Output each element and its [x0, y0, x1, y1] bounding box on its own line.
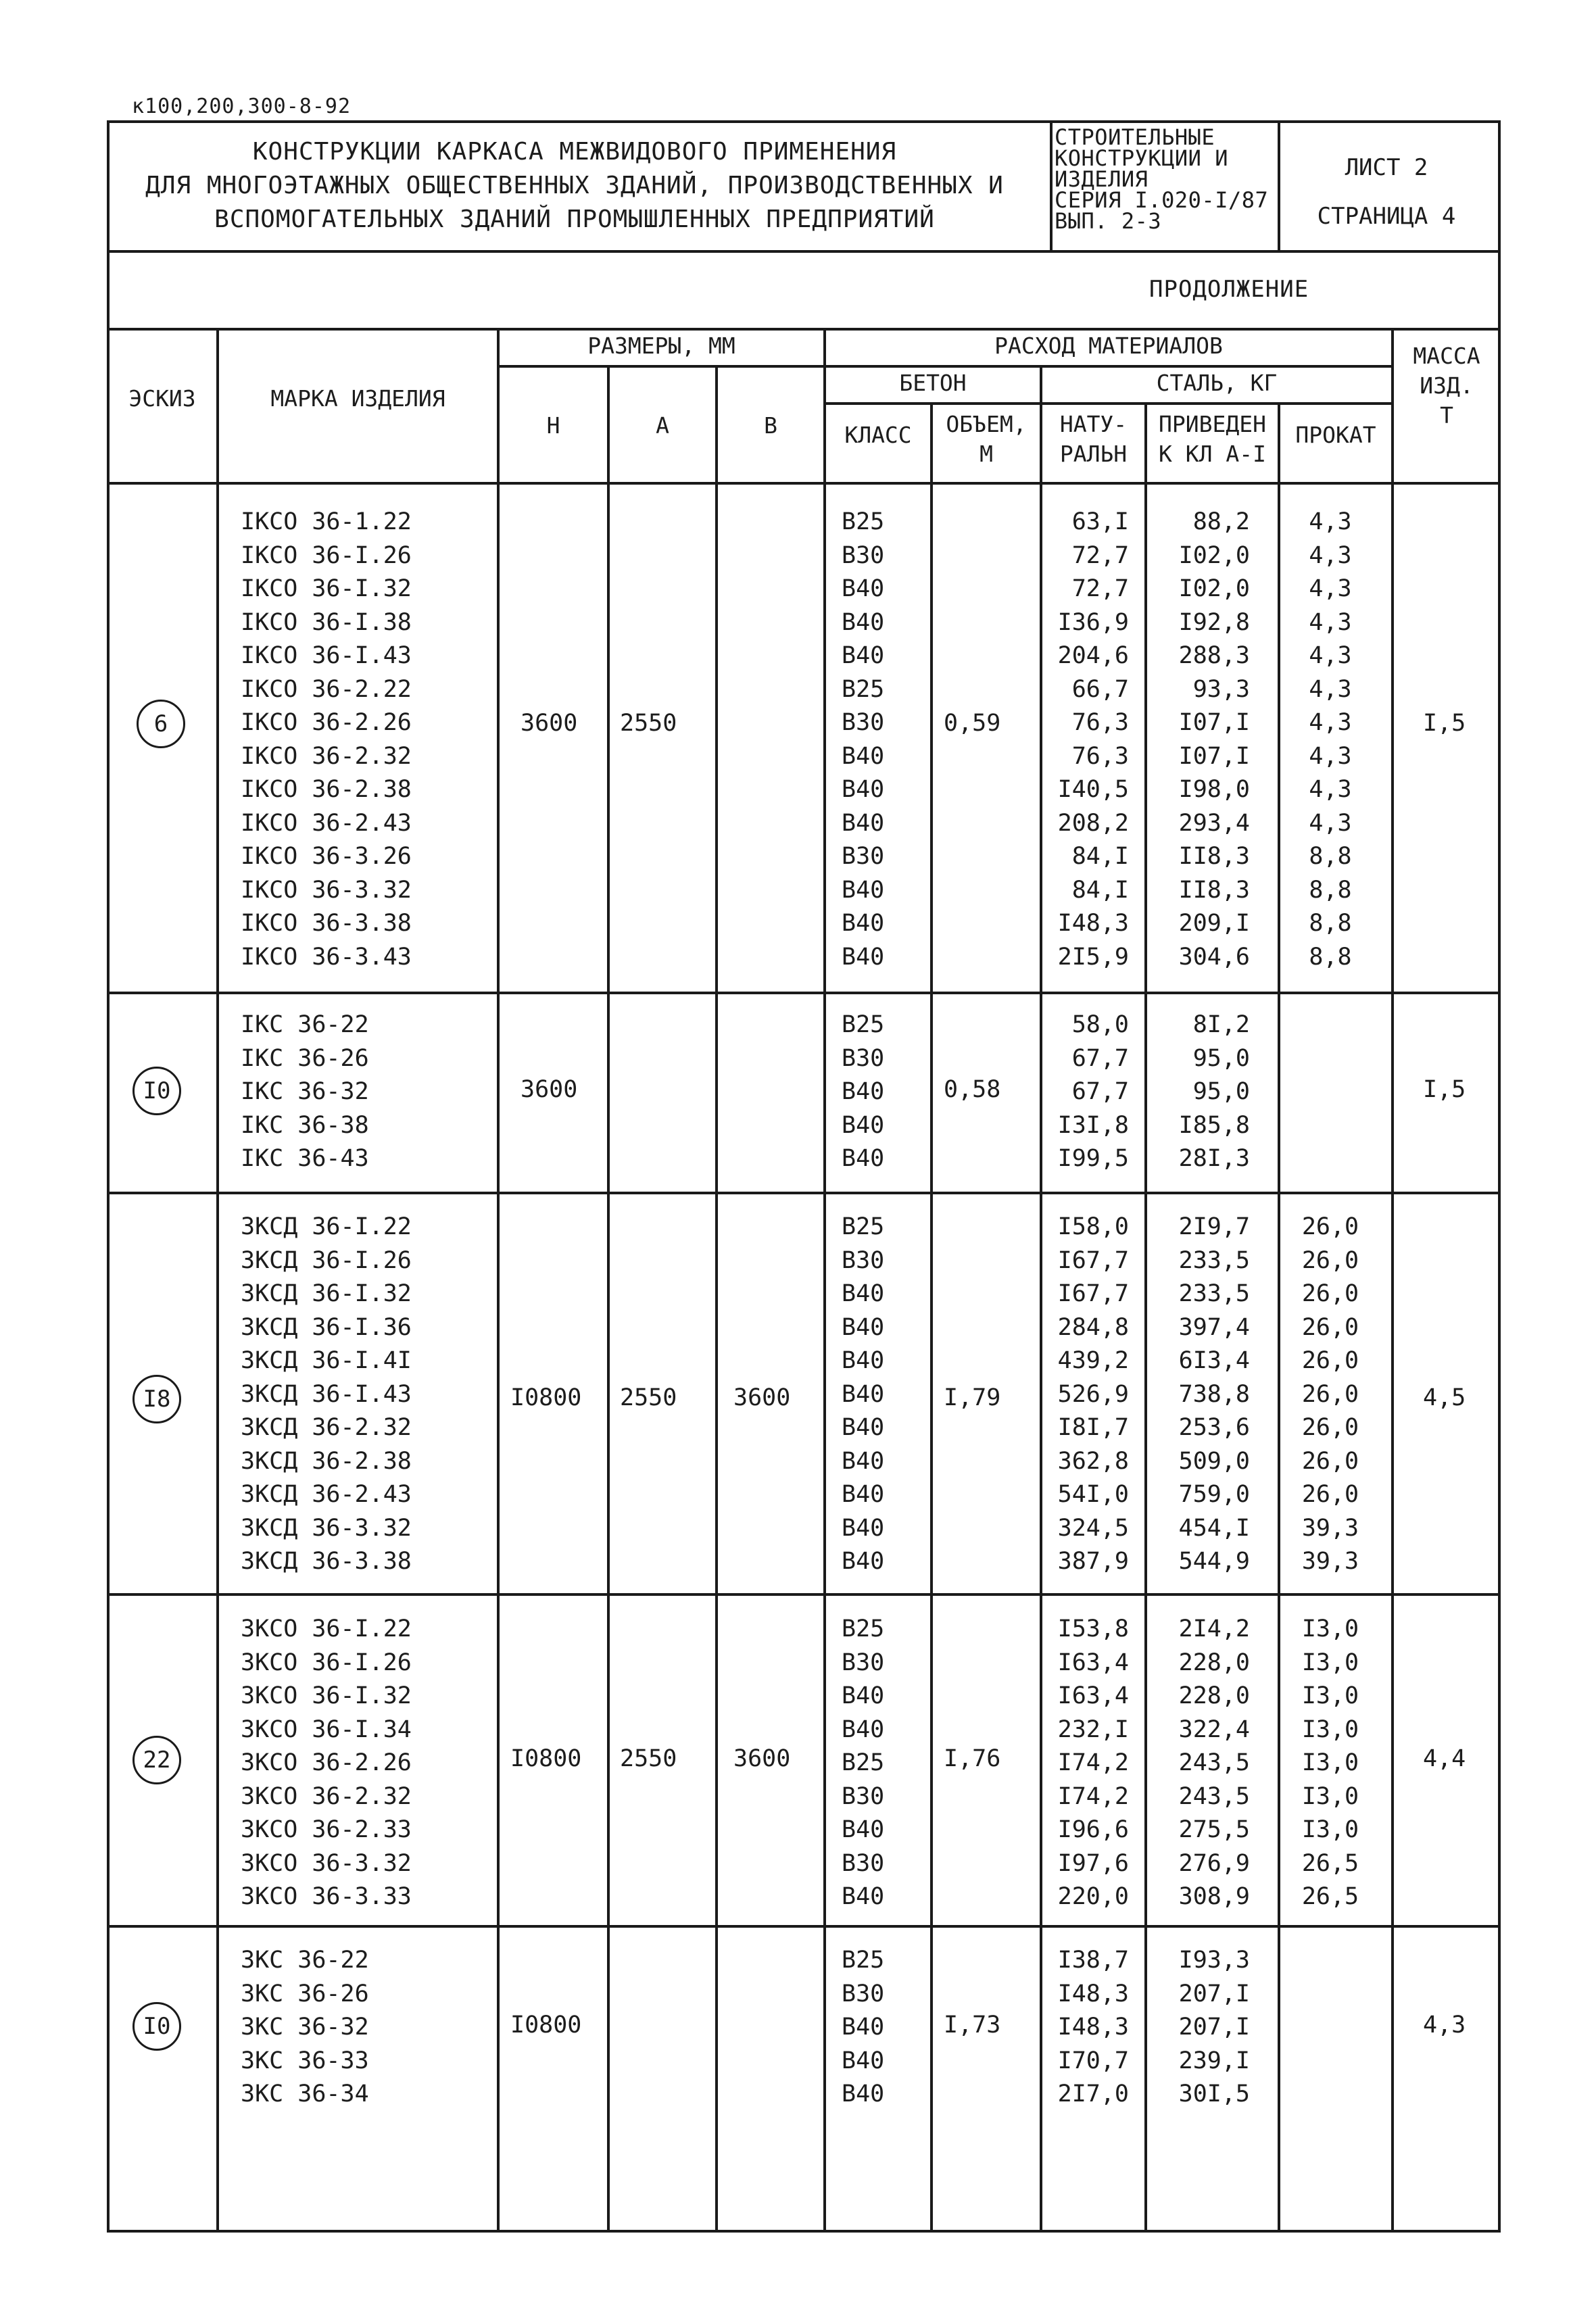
series-info: СТРОИТЕЛЬНЫЕ КОНСТРУКЦИИ И ИЗДЕЛИЯ СЕРИЯ I.020-I/87 ВЫП. 2-3 — [1055, 124, 1269, 234]
col-line-volume — [930, 402, 933, 2233]
item-mass: 4,5 — [1423, 1384, 1466, 1411]
item-mass: I,5 — [1423, 1076, 1466, 1103]
header-a: А — [656, 412, 669, 439]
page-number: СТРАНИЦА 4 — [1317, 203, 1456, 230]
steel-natural-list: 63,I 72,7 72,7 I36,9 204,6 66,7 76,3 76,3 I40,5 208,2 84,I 84,I I48,3 2I5,9 — [1057, 508, 1129, 971]
header-divider — [107, 250, 1501, 253]
continuation-label: ПРОДОЛЖЕНИЕ — [1149, 276, 1309, 303]
dimension-h: 3600 — [521, 710, 578, 737]
header-mass: МАССА ИЗД. Т — [1413, 343, 1480, 429]
dimension-a: 2550 — [620, 1384, 677, 1411]
dimension-h: I0800 — [510, 1745, 582, 1772]
steel-natural-list: I58,0 I67,7 I67,7 284,8 439,2 526,9 I8I,7 362,8 54I,0 324,5 387,9 — [1057, 1213, 1129, 1575]
steel-reduced-list: 88,2 I02,0 I02,0 I92,8 288,3 93,3 I07,I I07,I I98,0 293,4 II8,3 II8,3 209,I 304,6 — [1178, 508, 1250, 971]
steel-rolled-list: 26,0 26,0 26,0 26,0 26,0 26,0 26,0 26,0 26,0 39,3 39,3 — [1301, 1213, 1359, 1575]
concrete-class-list: В25 В30 В40 В40 В25 В30 В40 В30 В40 — [842, 1615, 885, 1910]
mark-list: 3КСД 36-I.22 3КСД 36-I.26 3КСД 36-I.32 3КСД 36-I.36 3КСД 36-I.4I 3КСД 36-I.43 3КСД 36-2.32 3КСД 36-2.38 3КСД 36-2.43 3КСД 36-3.32 3КСД 36-3.38 — [241, 1213, 412, 1575]
steel-reduced-list: 8I,2 95,0 95,0 I85,8 28I,3 — [1178, 1011, 1250, 1172]
col-line-h — [497, 328, 500, 2233]
group-divider-1 — [107, 992, 1501, 994]
item-mass: 4,3 — [1423, 2012, 1466, 2039]
col-line-a — [607, 365, 610, 2233]
sheet-number: ЛИСТ 2 — [1345, 154, 1428, 181]
mark-list: IКСО 36-1.22 IКСО 36-I.26 IКСО 36-I.32 IКСО 36-I.38 IКСО 36-I.43 IКСО 36-2.22 IКСО 36-2.26 IКСО 36-2.32 IКСО 36-2.38 IКСО 36-2.43 IКСО 36-3.26 IКСО 36-3.32 IКСО 36-3.38 IКСО 36-3.43 — [241, 508, 412, 971]
concrete-class-list: В25 В30 В40 В40 В40 В40 В40 В40 В40 В40 В40 — [842, 1213, 885, 1575]
dimension-b: 3600 — [733, 1745, 791, 1772]
dimension-b: 3600 — [733, 1384, 791, 1411]
steel-reduced-list: 2I9,7 233,5 233,5 397,4 6I3,4 738,8 253,6 509,0 759,0 454,I 544,9 — [1178, 1213, 1250, 1575]
col-line-mass — [1391, 328, 1394, 2233]
group-divider-4 — [107, 1925, 1501, 1928]
concrete-volume: I,79 — [944, 1384, 1001, 1411]
concrete-class-list: В25 В30 В40 В40 В40 В25 В30 В40 В40 В40 В30 В40 В40 В40 — [842, 508, 885, 971]
header-sketch: ЭСКИЗ — [128, 385, 196, 412]
dimension-h: I0800 — [510, 2012, 582, 2039]
header-mark: МАРКА ИЗДЕЛИЯ — [270, 385, 445, 412]
sketch-number: I8 — [132, 1375, 181, 1423]
header-b: В — [764, 412, 777, 439]
header-vdivider-2 — [1278, 120, 1280, 251]
concrete-volume: 0,58 — [944, 1076, 1001, 1103]
steel-rolled-list: 4,3 4,3 4,3 4,3 4,3 4,3 4,3 4,3 4,3 4,3 8,8 8,8 8,8 8,8 — [1309, 508, 1352, 971]
header-volume: ОБЪЕМ, М — [946, 411, 1027, 467]
dimension-a: 2550 — [620, 1745, 677, 1772]
mark-list: 3КС 36-22 3КС 36-26 3КС 36-32 3КС 36-33 3КС 36-34 — [241, 1947, 369, 2107]
steel-rolled-list: I3,0 I3,0 I3,0 I3,0 I3,0 I3,0 I3,0 26,5 26,5 — [1301, 1615, 1359, 1910]
group-divider-2 — [107, 1192, 1501, 1194]
continuation-divider — [107, 328, 1501, 331]
dimension-a: 2550 — [620, 710, 677, 737]
header-rolled: ПРОКАТ — [1295, 422, 1376, 448]
item-mass: 4,4 — [1423, 1745, 1466, 1772]
sketch-number: 6 — [137, 700, 185, 748]
header-vdivider-1 — [1050, 120, 1053, 251]
header-concrete: БЕТОН — [899, 370, 967, 396]
dimension-h: I0800 — [510, 1384, 582, 1411]
document-title: КОНСТРУКЦИИ КАРКАСА МЕЖВИДОВОГО ПРИМЕНЕНИЯ ДЛЯ МНОГОЭТАЖНЫХ ОБЩЕСТВЕННЫХ ЗДАНИЙ, ПРОИЗВОДСТВЕННЫХ И ВСПОМОГАТЕЛЬНЫХ ЗДАНИЙ ПРОМЫШЛЕННЫХ ПРЕДПРИЯТИЙ — [145, 138, 1004, 233]
mark-list: IКС 36-22 IКС 36-26 IКС 36-32 IКС 36-38 IКС 36-43 — [241, 1011, 369, 1172]
item-mass: I,5 — [1423, 710, 1466, 737]
steel-natural-list: 58,0 67,7 67,7 I3I,8 I99,5 — [1057, 1011, 1129, 1172]
header-sub-line-1 — [497, 365, 1393, 368]
steel-natural-list: I53,8 I63,4 I63,4 232,I I74,2 I74,2 I96,6 I97,6 220,0 — [1057, 1615, 1129, 1910]
steel-reduced-list: I93,3 207,I 207,I 239,I 30I,5 — [1178, 1947, 1250, 2107]
sketch-number: I0 — [132, 1067, 181, 1115]
header-materials: РАСХОД МАТЕРИАЛОВ — [994, 333, 1223, 359]
col-line-b — [715, 365, 718, 2233]
steel-natural-list: I38,7 I48,3 I48,3 I70,7 2I7,0 — [1057, 1947, 1129, 2107]
concrete-volume: I,76 — [944, 1745, 1001, 1772]
header-bottom-line — [107, 482, 1501, 485]
header-class: КЛАСС — [844, 422, 912, 448]
dimension-h: 3600 — [521, 1076, 578, 1103]
col-line-materials — [823, 328, 826, 2233]
sketch-number: I0 — [132, 2002, 181, 2051]
concrete-volume: 0,59 — [944, 710, 1001, 737]
document-code: к100,200,300-8-92 — [132, 95, 352, 118]
header-reduced: ПРИВЕДЕН К КЛ А-I — [1159, 411, 1266, 467]
concrete-class-list: В25 В30 В40 В40 В40 — [842, 1011, 885, 1172]
header-steel: СТАЛЬ, КГ — [1156, 370, 1278, 396]
steel-reduced-list: 2I4,2 228,0 228,0 322,4 243,5 243,5 275,5 276,9 308,9 — [1178, 1615, 1250, 1910]
header-natural: НАТУ- РАЛЬН — [1059, 411, 1128, 467]
header-h: Н — [546, 412, 560, 439]
sketch-number: 22 — [132, 1736, 181, 1784]
concrete-volume: I,73 — [944, 2012, 1001, 2039]
header-dimensions: РАЗМЕРЫ, ММ — [587, 333, 735, 359]
header-sub-line-2 — [823, 402, 1393, 405]
mark-list: 3КСО 36-I.22 3КСО 36-I.26 3КСО 36-I.32 3КСО 36-I.34 3КСО 36-2.26 3КСО 36-2.32 3КСО 36-2.33 3КСО 36-3.32 3КСО 36-3.33 — [241, 1615, 412, 1910]
sheet-info — [1282, 143, 1491, 241]
col-line-mark — [216, 328, 219, 2233]
concrete-class-list: В25 В30 В40 В40 В40 — [842, 1947, 885, 2107]
group-divider-3 — [107, 1593, 1501, 1596]
